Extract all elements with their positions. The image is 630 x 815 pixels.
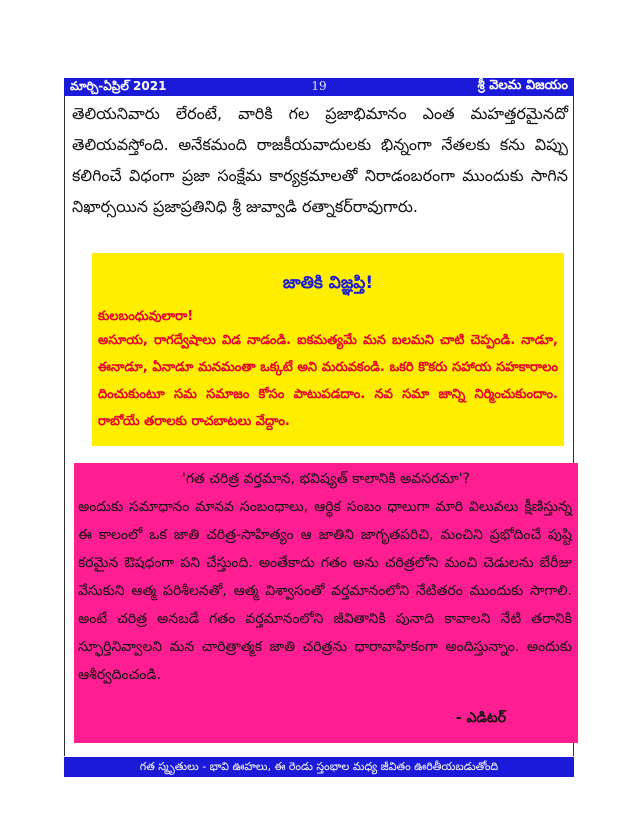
page-header [64,78,574,96]
intro-section [72,98,568,222]
issue-date: మార్చి-ఏప్రిల్ 2021 [70,79,167,93]
editorial-box [74,463,578,743]
editor-signature: - ఎడిటర్ [455,710,506,726]
appeal-message: అసూయ, రాగద్వేషాలు విడ నాడండి. ఐకమత్యమే మన బలమని చాటి చెప్పండి. నాడూ, ఈనాడూ, ఏనాడూ మనమంతా ఒక్కటే అని మరువకండి. ఒకరి కొకరు సహాయ సహకారాలం దించుకుంటూ సమ సమాజం కోసం పాటుపడదాం. నవ సమా జాన్ని నిర్మించుకుందాం. రాబోయే తరాలకు రాచబాటలు వేద్దాం. [98,333,558,429]
appeal-salutation: కులబంధువులారా! [98,309,194,324]
page-footer [64,757,574,777]
editorial-question: 'గత చరిత్ర వర్తమాన, భవిష్యత్ కాలానికి అవసరమా'? [182,471,470,487]
appeal-title: జాతికి విజ్ఞప్తి! [282,273,374,293]
footer-text: గత స్మృతులు - భావి ఊహలు, ఈ రెండు స్తంభాల మధ్య జీవితం ఊరితీయబడుతోంది [139,760,499,773]
page-number: 19 [311,79,327,93]
magazine-title: శ్రీ వెలమ విజయం [477,78,568,93]
appeal-box [92,253,564,446]
editorial-body: అందుకు సమాధానం మానవ సంబంధాలు, ఆర్థిక సంబం ధాలుగా మారి విలువలు క్షీణిస్తున్న ఈ కాలంలో ఒక జాతి చరిత్ర-సాహిత్యం ఆ జాతిని జాగృతపరిచి, మంచిని ప్రభోదించే పుష్టి కరమైన ఔషధంగా పని చేస్తుంది. అంతేకాదు గతం అను చరిత్రలోని మంచి చెడులను బేరీజు వేసుకుని ఆత్మ పరిశీలనతో, ఆత్మ విశ్వాసంతో వర్తమానంలోని నేటితరం ముందుకు సాగాలి. అంటే చరిత్ర అనబడే గతం వర్తమానంలోని జీవితానికి పునాది కావాలని నేటి తరానికి స్ఫూర్తినివ్వాలని మన చారిత్రాత్మక జాతి చరిత్రను ధారావాహికంగా అందిస్తున్నాం. అందుకు ఆశీర్వదించండి. [78,499,572,683]
intro-paragraph: తెలియనివారు లేరంటే, వారికి గల ప్రజాభిమానం ఎంత మహత్తరమైనదో తెలియవస్తోంది. అనేకమంది రాజకీయవాదులకు భిన్నంగా నేతలకు కను విప్పు కలిగించే విధంగా ప్రజా సంక్షేమ కార్యక్రమాలతో నిరాడంబరంగా ముందుకు సాగిన నిఖార్సయిన ప్రజాప్రతినిధి శ్రీ జువ్వాడి రత్నాకర్‌రావుగారు. [72,104,568,216]
